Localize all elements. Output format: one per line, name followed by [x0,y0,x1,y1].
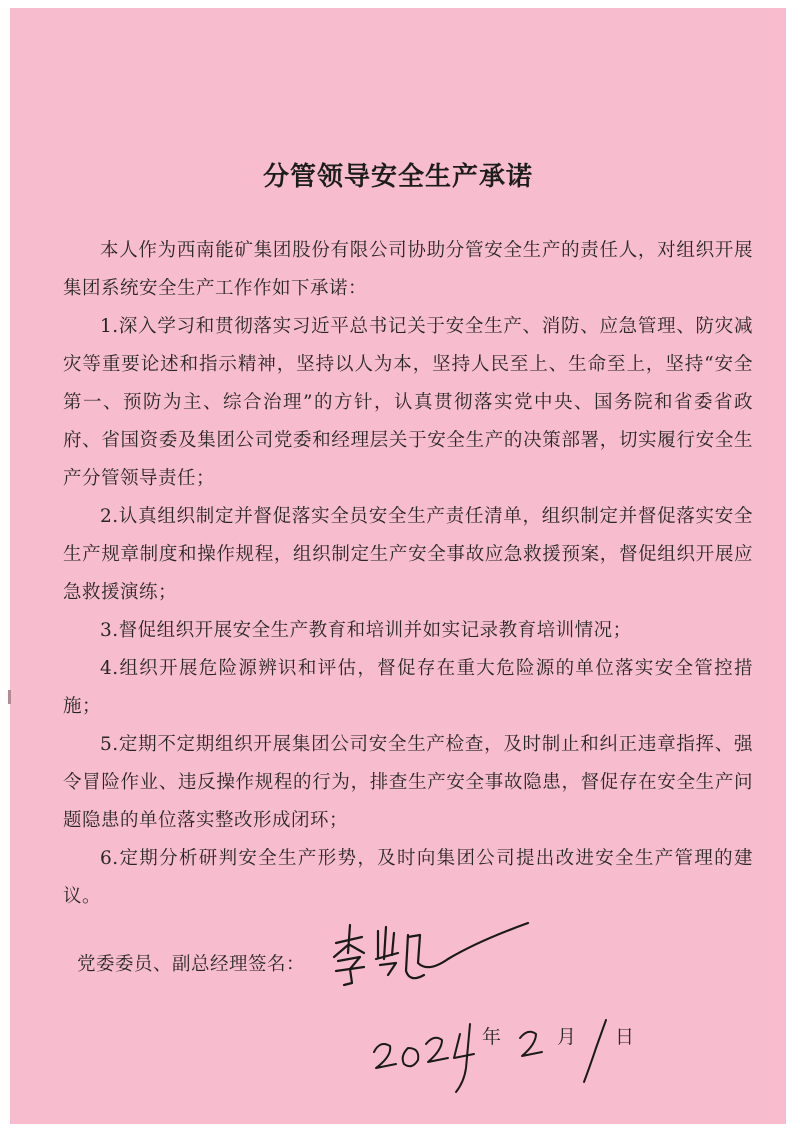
date-year-unit: 年 [482,1026,502,1048]
document-page [10,8,786,1124]
commitment-item-6: 6.定期分析研判安全生产形势，及时向集团公司提出改进安全生产管理的建议。 [63,848,753,907]
handwritten-signature [328,913,538,993]
commitment-item-3: 3.督促组织开展安全生产教育和培训并如实记录教育培训情况； [100,620,632,641]
handwritten-date [370,1008,640,1098]
document-body [63,232,753,916]
document-title: 分管领导安全生产承诺 [262,162,533,192]
signature-label: 党委委员、副总经理签名： [77,954,306,975]
date-month-unit: 月 [557,1026,577,1048]
commitment-item-1: 1.深入学习和贯彻落实习近平总书记关于安全生产、消防、应急管理、防灾减灾等重要论述和指示精神，坚持以人为本，坚持人民至上、生命至上，坚持“安全第一、预防为主、综合治理”的方针，认真贯彻落实党中央、国务院和省委省政府、省国资委及集团公司党委和经理层关于安全生产的决策部署，切实履行安全生产分管领导责任； [63,316,753,489]
commitment-item-2: 2.认真组织制定并督促落实全员安全生产责任清单，组织制定并督促落实安全生产规章制度和操作规程，组织制定生产安全事故应急救援预案，督促组织开展应急救援演练； [63,506,753,603]
commitment-item-5: 5.定期不定期组织开展集团公司安全生产检查，及时制止和纠正违章指挥、强令冒险作业、违反操作规程的行为，排查生产安全事故隐患，督促存在安全生产问题隐患的单位落实整改形成闭环； [63,734,753,831]
intro-paragraph: 本人作为西南能矿集团股份有限公司协助分管安全生产的责任人，对组织开展集团系统安全生产工作作如下承诺： [63,240,753,299]
scan-mark [8,690,11,704]
date-day-unit: 日 [615,1026,635,1048]
commitment-item-4: 4.组织开展危险源辨识和评估，督促存在重大危险源的单位落实安全管控措施； [63,658,753,717]
